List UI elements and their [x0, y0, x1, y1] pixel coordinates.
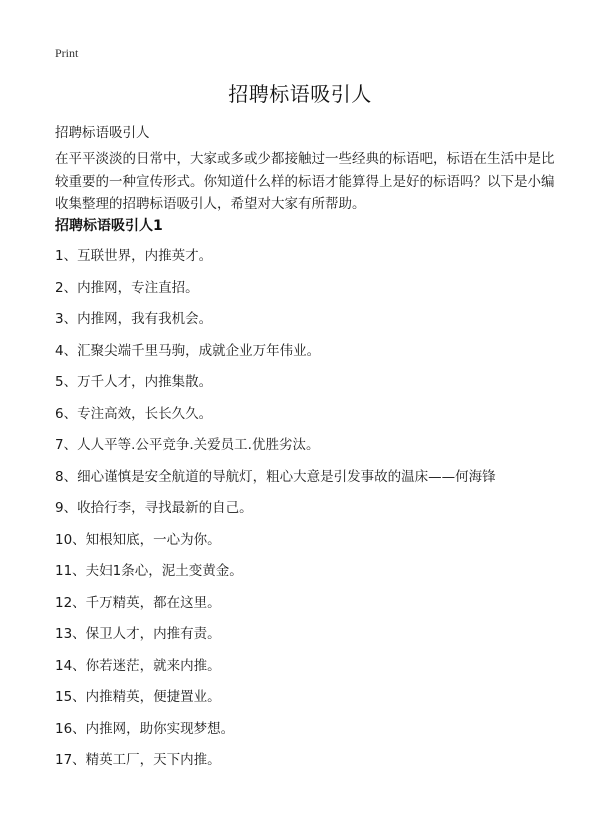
list-item: 2、内推网，专注直招。: [55, 279, 199, 296]
list-item: 10、知根知底，一心为你。: [55, 531, 221, 548]
list-item: 9、收拾行李，寻找最新的自己。: [55, 500, 253, 516]
list-item: 11、夫妇1条心，泥土变黄金。: [55, 563, 243, 579]
list-item: 12、千万精英，都在这里。: [55, 594, 221, 611]
section-heading: 招聘标语吸引人1: [55, 218, 163, 234]
list-item: 17、精英工厂，天下内推。: [55, 752, 221, 768]
slogan-list: [55, 245, 496, 781]
list-item: 13、保卫人才，内推有责。: [55, 626, 221, 642]
list-item: 5、万千人才，内推集散。: [55, 374, 213, 390]
document-subtitle: 招聘标语吸引人: [55, 125, 150, 141]
page-title: 招聘标语吸引人: [228, 82, 372, 106]
list-item: 15、内推精英，便捷置业。: [55, 689, 221, 705]
list-item: 8、细心谨慎是安全航道的导航灯，粗心大意是引发事故的温床——何海锋: [55, 468, 496, 485]
list-item: 3、内推网，我有我机会。: [55, 311, 213, 327]
list-item: 14、你若迷茫，就来内推。: [55, 657, 221, 674]
list-item: 7、人人平等.公平竞争.关爱员工.优胜劣汰。: [55, 437, 320, 453]
print-link[interactable]: Print: [55, 46, 79, 60]
intro-paragraph: 在平平淡淡的日常中，大家或多或少都接触过一些经典的标语吧，标语在生活中是比较重要的一种宣传形式。你知道什么样的标语才能算得上是好的标语吗？以下是小编收集整理的招聘标语吸引人，希望对大家有所帮助。: [55, 151, 555, 212]
list-item: 16、内推网，助你实现梦想。: [55, 720, 235, 737]
list-item: 6、专注高效，长长久久。: [55, 405, 213, 422]
list-item: 4、汇聚尖端千里马驹，成就企业万年伟业。: [55, 342, 321, 359]
list-item: 1、互联世界，内推英才。: [55, 248, 213, 264]
